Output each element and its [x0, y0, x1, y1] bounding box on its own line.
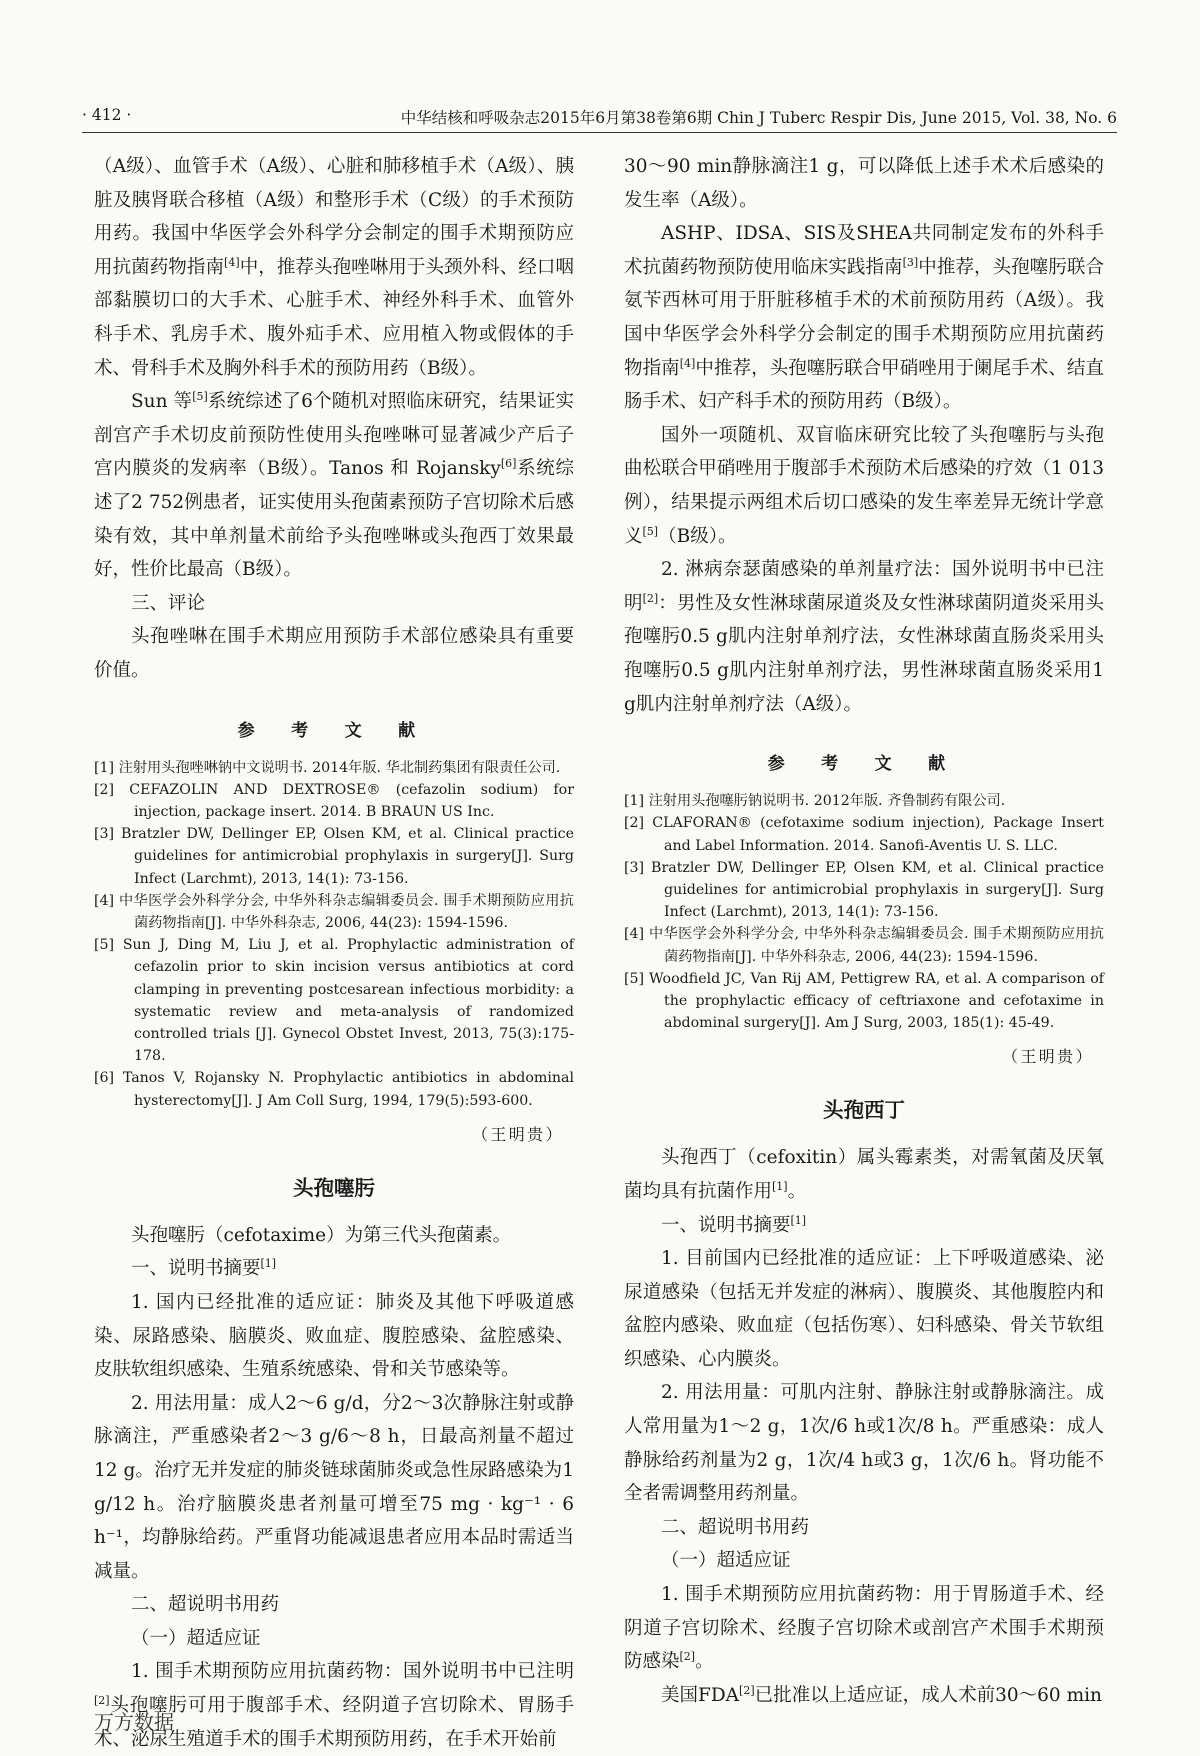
paragraph: 2. 用法用量：成人2～6 g/d，分2～3次静脉注射或静脉滴注，严重感染者2～3 g/6～8 h，日最高剂量不超过12 g。治疗无并发症的肺炎链球菌肺炎或急性尿路感染为1 g/12 h。治疗脑膜炎患者剂量可增至75 mg · kg⁻¹ · 6 h⁻¹，均静脉给药。严重肾功能减退患者应用本品时需适当减量。 [94, 1392, 574, 1582]
paragraph: 头孢唑啉在围手术期应用预防手术部位感染具有重要价值。 [94, 626, 574, 681]
section-heading: 一、说明书摘要[1] [661, 1213, 807, 1236]
reference-item: [4] 中华医学会外科学分会, 中华外科杂志编辑委员会. 围手术期预防应用抗菌药物指南[J]. 中华外科杂志, 2006, 44(23): 1594-1596. [624, 926, 1104, 965]
paragraph: ASHP、IDSA、SIS及SHEA共同制定发布的外科手术抗菌药物预防使用临床实践指南[3]中推荐，头孢噻肟联合氨苄西林可用于肝脏移植手术的术前预防用药（A级）。我国中华医学会外科学分会制定的围手术期预防应用抗菌药物指南[4]中推荐，头孢噻肟联合甲硝唑用于阑尾手术、结直肠手术、妇产科手术的预防用药（B级）。 [624, 223, 1104, 413]
section-heading: 一、说明书摘要[1] [131, 1257, 277, 1280]
reference-list [94, 757, 574, 1112]
paragraph: 1. 围手术期预防应用抗菌药物：用于胃肠道手术、经阴道子宫切除术、经腹子宫切除术或剖宫产术围手术期预防感染[2]。 [624, 1584, 1104, 1673]
section-heading: 二、超说明书用药 [131, 1594, 280, 1616]
database-watermark: 万方数据 [94, 1710, 174, 1734]
paragraph: 头孢西丁（cefoxitin）属头霉素类，对需氧菌及厌氧菌均具有抗菌作用[1]。 [624, 1147, 1104, 1202]
references-heading: 参 考 文 献 [767, 754, 961, 775]
paragraph: 1. 围手术期预防应用抗菌药物：国外说明书中已注明[2]头孢噻肟可用于腹部手术、经阴道子宫切除术、胃肠手术、泌尿生殖道手术的围手术期预防用药，在手术开始前 [94, 1661, 574, 1750]
header-rule [82, 132, 1117, 133]
section-heading: 二、超说明书用药 [661, 1516, 810, 1538]
drug-heading: 头孢噻肟 [293, 1175, 375, 1200]
author-signature: （王明贵） [471, 1124, 564, 1144]
reference-item: [6] Tanos V, Rojansky N. Prophylactic antibiotics in abdominal hysterectomy[J]. J Am Coll Surg, 1994, 179(5):593-600. [94, 1070, 574, 1109]
paragraph: 1. 国内已经批准的适应证：肺炎及其他下呼吸道感染、尿路感染、脑膜炎、败血症、腹腔感染、盆腔感染、皮肤软组织感染、生殖系统感染、骨和关节感染等。 [94, 1291, 574, 1381]
reference-item: [1] 注射用头孢唑啉钠中文说明书. 2014年版. 华北制药集团有限责任公司. [94, 759, 561, 776]
drug-heading: 头孢西丁 [823, 1098, 905, 1123]
subsection-heading: （一）超适应证 [131, 1627, 261, 1649]
running-header [82, 106, 1117, 132]
reference-item: [1] 注射用头孢噻肟钠说明书. 2012年版. 齐鲁制药有限公司. [624, 793, 1006, 810]
paragraph: 国外一项随机、双盲临床研究比较了头孢噻肟与头孢曲松联合甲硝唑用于腹部手术预防术后感染的疗效（1 013例），结果提示两组术后切口感染的发生率差异无统计学意义[5]（B级）。 [624, 424, 1104, 547]
paragraph: 头孢噻肟（cefotaxime）为第三代头孢菌素。 [131, 1224, 512, 1246]
journal-citation: 中华结核和呼吸杂志2015年6月第38卷第6期 Chin J Tuberc Respir Dis, June 2015, Vol. 38, No. 6 [400, 109, 1117, 127]
reference-item: [5] Woodfield JC, Van Rij AM, Pettigrew RA, et al. A comparison of the prophylactic efficacy of ceftriaxone and cefotaxime in abdominal surgery[J]. Am J Surg, 2003, 185(1): 45-49. [624, 970, 1104, 1032]
author-signature: （王明贵） [1001, 1047, 1094, 1067]
right-column [624, 150, 1104, 1712]
reference-item: [3] Bratzler DW, Dellinger EP, Olsen KM, et al. Clinical practice guidelines for antimicrobial prophylaxis in surgery[J]. Surg Infect (Larchmt), 2013, 14(1): 73-156. [94, 826, 574, 887]
references-heading: 参 考 文 献 [237, 720, 431, 741]
page-number: · 412 · [82, 106, 132, 124]
section-heading: 三、评论 [131, 592, 206, 614]
reference-item: [5] Sun J, Ding M, Liu J, et al. Prophylactic administration of cefazolin prior to skin incision versus antibiotics at cord clamping in preventing postcesarean infectious morbidity: a systematic review and meta-analysis of randomized controlled trials [J]. Gynecol Obstet Invest, 2013, 75(3):175-178. [94, 937, 574, 1065]
reference-item: [2] CEFAZOLIN AND DEXTROSE® (cefazolin sodium) for injection, package insert. 2014. B BRAUN US Inc. [94, 781, 574, 820]
paragraph: 美国FDA[2]已批准以上适应证，成人术前30～60 min [661, 1683, 1102, 1706]
reference-item: [3] Bratzler DW, Dellinger EP, Olsen KM, et al. Clinical practice guidelines for antimicrobial prophylaxis in surgery[J]. Surg Infect (Larchmt), 2013, 14(1): 73-156. [624, 859, 1104, 921]
subsection-heading: （一）超适应证 [661, 1550, 791, 1572]
paragraph: 1. 目前国内已经批准的适应证：上下呼吸道感染、泌尿道感染（包括无并发症的淋病）、腹膜炎、其他腹腔内和盆腔内感染、败血症（包括伤寒）、妇科感染、骨关节软组织感染、心内膜炎。 [624, 1248, 1104, 1370]
paragraph: 30～90 min静脉滴注1 g，可以降低上述手术术后感染的发生率（A级）。 [624, 156, 1104, 211]
reference-item: [2] CLAFORAN® (cefotaxime sodium injection), Package Insert and Label Information. 2014. Sanofi-Aventis U. S. LLC. [624, 815, 1104, 854]
reference-list [624, 790, 1104, 1034]
paragraph: 2. 淋病奈瑟菌感染的单剂量疗法：国外说明书中已注明[2]：男性及女性淋球菌尿道炎及女性淋球菌阴道炎采用头孢噻肟0.5 g肌内注射单剂疗法，女性淋球菌直肠炎采用头孢噻肟0.5 g肌内注射单剂疗法，男性淋球菌直肠炎采用1 g肌内注射单剂疗法（A级）。 [624, 559, 1104, 715]
paragraph: Sun 等[5]系统综述了6个随机对照临床研究，结果证实剖宫产手术切皮前预防性使用头孢唑啉可显著减少产后子宫内膜炎的发病率（B级）。Tanos 和 Rojansky[6]系统综述了2 752例患者，证实使用头孢菌素预防子宫切除术后感染有效，其中单剂量术前给予头孢唑啉或头孢西丁效果最好，性价比最高（B级）。 [94, 390, 574, 581]
left-column [94, 150, 574, 1756]
paragraph: （A级）、血管手术（A级）、心脏和肺移植手术（A级）、胰脏及胰肾联合移植（A级）和整形手术（C级）的手术预防用药。我国中华医学会外科学分会制定的围手术期预防应用抗菌药物指南[4]中，推荐头孢唑啉用于头颈外科、经口咽部黏膜切口的大手术、心脏手术、神经外科手术、血管外科手术、乳房手术、腹外疝手术、应用植入物或假体的手术、骨科手术及胸外科手术的预防用药（B级）。 [94, 156, 574, 379]
paragraph: 2. 用法用量：可肌内注射、静脉注射或静脉滴注。成人常用量为1～2 g，1次/6 h或1次/8 h。严重感染：成人静脉给药剂量为2 g，1次/4 h或3 g，1次/6 h。肾功能不全者需调整用药剂量。 [624, 1382, 1104, 1505]
reference-item: [4] 中华医学会外科学分会, 中华外科杂志编辑委员会. 围手术期预防应用抗菌药物指南[J]. 中华外科杂志, 2006, 44(23): 1594-1596. [94, 892, 574, 931]
